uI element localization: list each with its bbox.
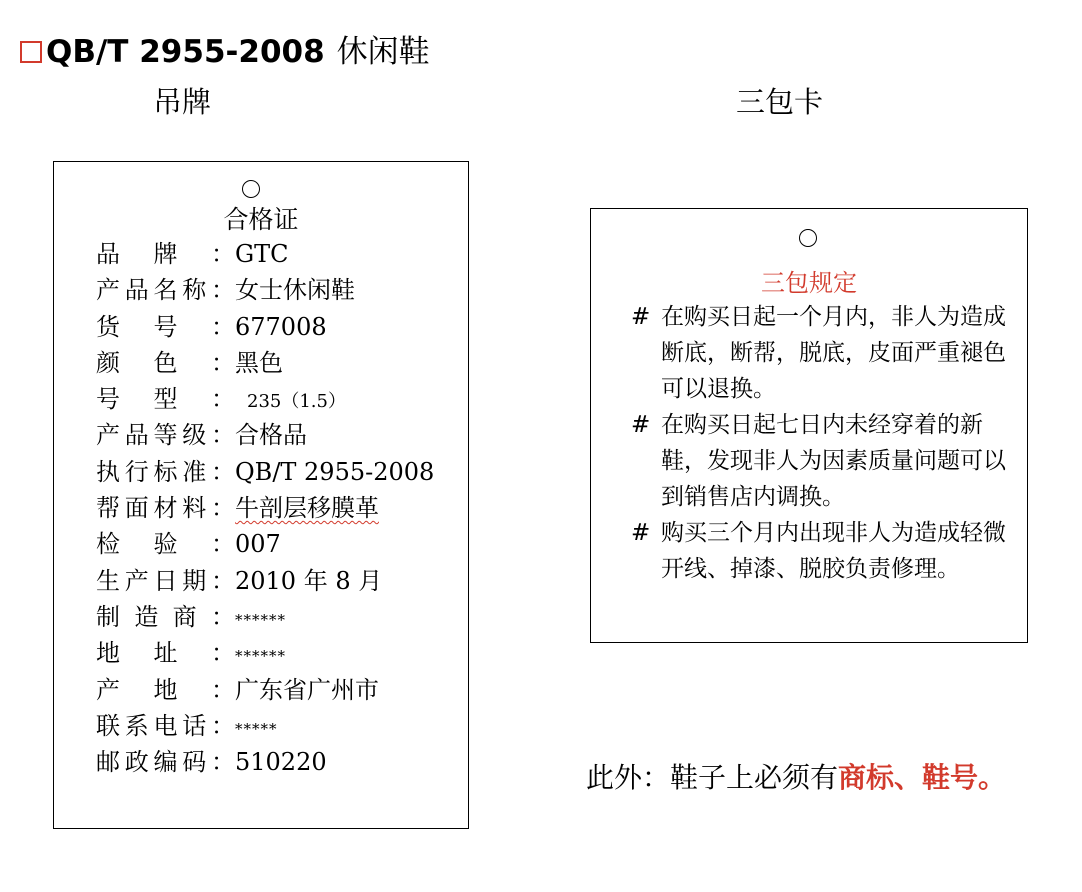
tag-row-value: 牛剖层移膜革 <box>235 494 379 523</box>
footer-highlight: 商标、鞋号。 <box>838 761 1007 794</box>
tag-row-value: 合格品 <box>235 421 307 450</box>
hole-circle-icon <box>242 180 260 198</box>
tag-row <box>96 563 434 599</box>
tag-row-value: ***** <box>235 719 278 738</box>
hang-tag-rows <box>96 236 434 780</box>
tag-row <box>96 744 434 780</box>
tag-row <box>96 417 434 453</box>
hang-tag-title: 合格证 <box>223 205 299 234</box>
tag-row-value: 女士休闲鞋 <box>235 276 355 305</box>
tag-row-key: 品牌： <box>96 240 235 268</box>
tag-row-key: 帮面材料： <box>96 494 235 523</box>
tag-row <box>96 635 434 671</box>
tag-row-key: 产品等级： <box>96 421 235 450</box>
standard-code: QB/T 2955-2008 <box>46 34 325 70</box>
footer-note <box>586 756 1006 796</box>
warranty-card <box>590 208 1028 643</box>
checkbox-square-icon <box>20 41 42 63</box>
warranty-item-text: 在购买日起一个月内，非人为造成断底，断帮，脱底，皮面严重褪色可以退换。 <box>661 304 1006 402</box>
hash-bullet: # <box>631 304 651 330</box>
warranty-card-label: 三包卡 <box>736 85 824 119</box>
hang-tag-label: 吊牌 <box>153 85 212 119</box>
tag-row-value: 677008 <box>235 312 327 341</box>
warranty-item-text: 购买三个月内出现非人为造成轻微开线、掉漆、脱胶负责修理。 <box>661 520 1006 582</box>
footer-prefix: 此外：鞋子上必须有 <box>586 761 839 794</box>
tag-row-key: 邮政编码： <box>96 748 235 777</box>
tag-row-value: 广东省广州市 <box>235 675 379 704</box>
tag-row <box>96 272 434 308</box>
tag-row-key: 生产日期： <box>96 566 235 595</box>
tag-row <box>96 454 434 490</box>
tag-row-key: 制造商： <box>96 602 235 631</box>
tag-row-key: 产品名称： <box>96 276 235 305</box>
tag-row <box>96 236 434 272</box>
tag-row-key: 货号： <box>96 312 235 341</box>
tag-row-value: ****** <box>235 647 286 666</box>
warranty-card-title: 三包规定 <box>761 269 857 297</box>
warranty-items <box>631 299 1016 587</box>
tag-row <box>96 309 434 345</box>
hash-bullet: # <box>631 520 651 546</box>
tag-row-value: GTC <box>235 240 289 268</box>
hang-tag <box>53 161 469 829</box>
tag-row-key: 颜色： <box>96 348 235 377</box>
tag-row-value: 510220 <box>235 748 327 777</box>
tag-row <box>96 345 434 381</box>
hash-bullet: # <box>631 412 651 438</box>
tag-row-value: 007 <box>235 530 281 559</box>
warranty-item-text: 在购买日起七日内未经穿着的新鞋，发现非人为因素质量问题可以到销售店内调换。 <box>661 412 1006 510</box>
tag-row-value: ****** <box>235 610 286 629</box>
tag-row-value: 235（1.5） <box>247 391 346 413</box>
tag-row-key: 执行标准： <box>96 457 235 486</box>
page-heading <box>20 26 430 71</box>
tag-row-value: 黑色 <box>235 348 283 377</box>
warranty-item <box>631 515 1016 587</box>
tag-row-key: 产地： <box>96 675 235 704</box>
tag-row <box>96 708 434 744</box>
tag-row <box>96 490 434 526</box>
tag-row <box>96 381 434 417</box>
tag-row-key: 地址： <box>96 639 235 668</box>
tag-row-value: QB/T 2955-2008 <box>235 457 435 486</box>
warranty-item <box>631 299 1016 407</box>
hole-circle-icon <box>799 229 817 247</box>
tag-row-key: 检验： <box>96 530 235 559</box>
tag-row-key: 联系电话： <box>96 711 235 740</box>
tag-row-key: 号型： <box>96 385 235 414</box>
tag-row <box>96 526 434 562</box>
tag-row <box>96 672 434 708</box>
tag-row <box>96 599 434 635</box>
standard-name: 休闲鞋 <box>336 34 430 70</box>
warranty-item <box>631 407 1016 515</box>
tag-row-value: 2010 年 8 月 <box>235 566 383 595</box>
